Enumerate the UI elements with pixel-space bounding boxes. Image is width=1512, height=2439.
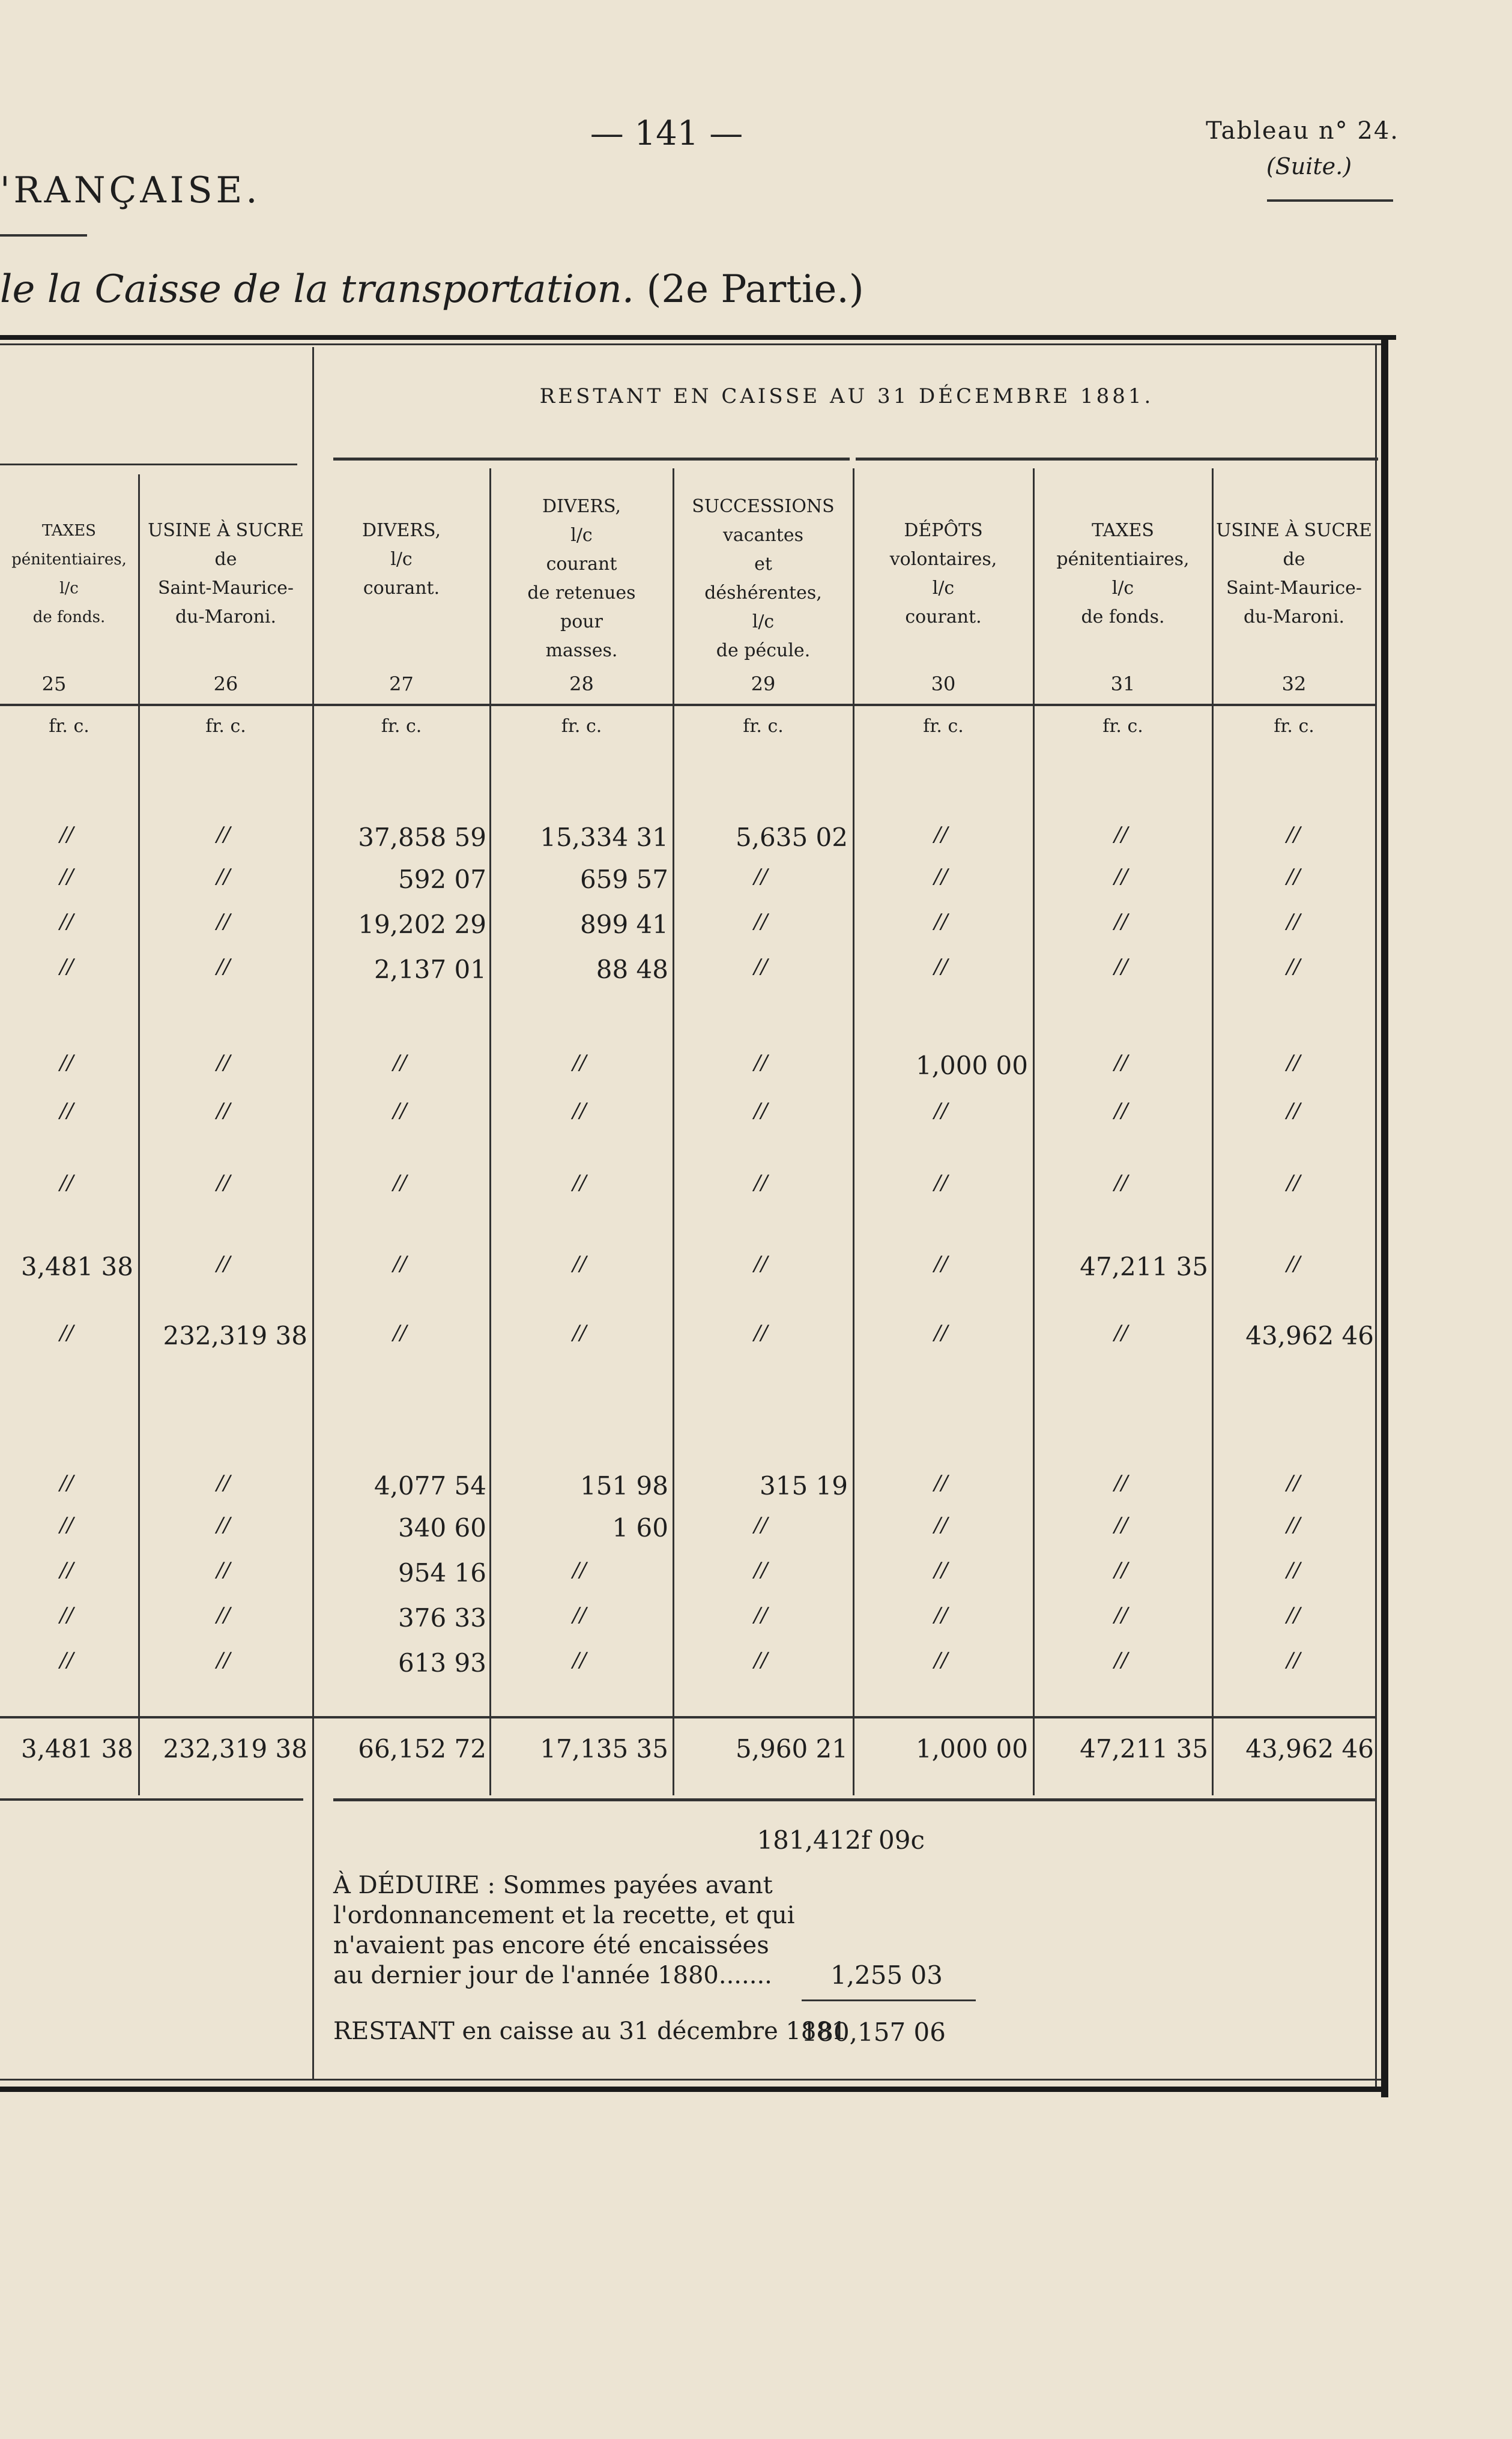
table-cell: 88 48 [596,955,668,984]
page-number: — 141 — [590,114,743,153]
table-cell: // [216,1603,231,1627]
table-cell: // [1286,1051,1301,1075]
table-cell: // [934,1171,948,1195]
total-cell: 1,000 00 [915,1734,1028,1764]
subtitle-prefix: le la Caisse de la transportation. [0,267,635,312]
col-number: 28 [569,672,594,695]
table-cell: // [754,1099,768,1123]
table-cell: // [1114,955,1128,979]
table-cell: // [216,865,231,889]
col-sep [1033,468,1035,1795]
total-cell: 5,960 21 [735,1734,848,1764]
col-header-27: DIVERS, l/c courant. [361,520,441,599]
table-cell: 340 60 [398,1513,486,1543]
table-cell: // [572,1648,587,1672]
table-cell: // [59,955,74,979]
table-cell: // [934,1321,948,1345]
col-number: 29 [751,672,776,695]
deduct-value: 1,255 03 [830,1960,943,1990]
table-cell: // [216,1648,231,1672]
table-top-rule [0,335,1396,340]
col-sep [312,347,314,2079]
table-cell: // [572,1558,587,1582]
total-cell: 66,152 72 [358,1734,486,1764]
table-cell: // [59,1051,74,1075]
table-cell: // [934,865,948,889]
deduct-label: À DÉDUIRE : Sommes payées avant l'ordonnancement et la recette, et qui n'avaient pas encore été encaissées au dernier jour de l'année 1880....... [333,1872,795,1989]
remaining-value: 180,157 06 [801,2017,946,2047]
table-cell: // [572,1051,587,1075]
table-cell: // [1114,865,1128,889]
table-cell: // [934,1099,948,1123]
table-cell: 5,635 02 [735,823,848,852]
table-cell: // [1286,1471,1301,1495]
table-cell: // [754,1603,768,1627]
table-cell: // [216,1513,231,1537]
table-cell: // [393,1252,407,1276]
section-title: RESTANT EN CAISSE AU 31 DÉCEMBRE 1881. [539,384,1154,408]
table-right-border [1381,335,1388,2097]
table-cell: 659 57 [580,865,668,894]
table-cell: // [934,1513,948,1537]
table-cell: // [754,1051,768,1075]
table-cell: 4,077 54 [373,1471,486,1501]
table-cell: // [572,1603,587,1627]
col-header-29: SUCCESSIONS vacantes et déshérentes, l/c de pécule. [692,496,835,661]
table-cell: // [754,1171,768,1195]
table-bottom-rule [0,2087,1388,2092]
col-header-31: TAXES pénitentiaires, l/c de fonds. [1056,520,1190,627]
table-cell: 232,319 38 [163,1321,307,1350]
col-number: 32 [1281,672,1307,695]
table-subtitle [0,267,864,312]
table-cell: // [216,1558,231,1582]
table-cell: // [754,1252,768,1276]
table-cell: // [1114,823,1128,847]
grand-total: 181,412f 09c [757,1825,925,1855]
table-cell: // [216,1099,231,1123]
table-cell: 899 41 [580,910,668,939]
table-cell: // [1114,1603,1128,1627]
totals-bottom-rule-right [333,1798,1375,1801]
table-cell: // [1114,910,1128,934]
header-bottom-rule [0,704,1375,706]
unit-label: fr. c. [381,716,422,737]
table-cell: // [393,1099,407,1123]
table-cell: // [393,1321,407,1345]
table-top-rule-thin [0,343,1387,345]
table-cell: 2,137 01 [373,955,486,984]
tableau-suite: (Suite.) [1266,153,1352,180]
table-cell: // [1286,1171,1301,1195]
table-cell: 19,202 29 [358,910,486,939]
table-cell: 613 93 [398,1648,486,1678]
page-section-title: 'RANÇAISE. [0,169,261,211]
table-cell: // [216,1171,231,1195]
table-cell: // [934,1471,948,1495]
table-cell: 376 33 [398,1603,486,1633]
table-cell: // [934,955,948,979]
table-bottom-rule-thin [0,2079,1381,2081]
table-cell: // [934,1603,948,1627]
table-cell: // [754,955,768,979]
table-cell: // [1114,1051,1128,1075]
table-cell: 43,962 46 [1245,1321,1374,1350]
table-cell: // [1114,1471,1128,1495]
table-cell: 47,211 35 [1080,1252,1208,1281]
col-number: 27 [389,672,414,695]
table-cell: // [216,955,231,979]
table-cell: // [393,1171,407,1195]
table-cell: // [1286,1252,1301,1276]
col-number: 26 [213,672,238,695]
unit-label: fr. c. [923,716,964,737]
col-header-28: DIVERS, l/c courant de retenues pour masses. [527,496,636,661]
table-cell: // [754,910,768,934]
table-cell: // [59,1321,74,1345]
table-cell: // [1286,823,1301,847]
table-cell: // [59,1171,74,1195]
table-cell: // [1286,1513,1301,1537]
col-header-25: TAXES pénitentiaires, l/c de fonds. [11,522,127,626]
table-cell: // [1114,1513,1128,1537]
col-header-26: USINE À SUCRE de Saint-Maurice- du-Maroni. [148,520,304,627]
table-cell: // [59,823,74,847]
table-cell: // [59,1648,74,1672]
table-cell: 151 98 [580,1471,668,1501]
header-rule-mid [333,458,850,461]
table-cell: // [59,1603,74,1627]
table-cell: 3,481 38 [20,1252,133,1281]
table-cell: // [59,1471,74,1495]
unit-label: fr. c. [743,716,784,737]
table-right-border-thin [1375,343,1377,2088]
table-cell: // [1286,1099,1301,1123]
table-cell: // [1286,865,1301,889]
unit-label: fr. c. [1102,716,1143,737]
table-cell: 315 19 [760,1471,848,1501]
header-rule-right [856,458,1378,461]
table-cell: 954 16 [398,1558,486,1588]
table-cell: // [754,1321,768,1345]
table-cell: // [1286,910,1301,934]
col-header-30: DÉPÔTS volontaires, l/c courant. [889,520,997,627]
table-cell: // [1114,1099,1128,1123]
table-cell: 1,000 00 [915,1051,1028,1080]
table-cell: // [754,1558,768,1582]
unit-label: fr. c. [561,716,602,737]
table-cell: // [59,1513,74,1537]
table-cell: // [1114,1171,1128,1195]
table-cell: // [1114,1558,1128,1582]
table-cell: // [934,823,948,847]
tableau-number: Tableau n° 24. [1206,117,1399,145]
title-rule [0,234,87,237]
totals-top-rule [0,1716,1375,1718]
col-sep [853,468,854,1795]
table-cell: // [754,1648,768,1672]
table-cell: // [59,865,74,889]
total-cell: 17,135 35 [540,1734,668,1764]
table-cell: // [1286,1648,1301,1672]
total-cell: 47,211 35 [1080,1734,1208,1764]
col-number: 30 [931,672,956,695]
total-cell: 3,481 38 [20,1734,133,1764]
table-cell: // [1114,1321,1128,1345]
table-cell: // [216,1051,231,1075]
table-cell: // [216,1252,231,1276]
table-cell: 15,334 31 [540,823,668,852]
remaining-rule [802,1999,976,2001]
col-number: 25 [41,672,67,695]
table-cell: // [572,1099,587,1123]
table-cell: // [754,865,768,889]
table-cell: // [59,1558,74,1582]
col-sep [489,468,491,1795]
total-cell: 232,319 38 [163,1734,307,1764]
table-cell: // [934,1252,948,1276]
table-cell: 592 07 [398,865,486,894]
table-cell: 1 60 [612,1513,668,1543]
table-cell: // [393,1051,407,1075]
table-cell: // [1114,1648,1128,1672]
col-header-32: USINE À SUCRE de Saint-Maurice- du-Maroni. [1216,520,1372,627]
suite-rule [1267,199,1393,202]
unit-label: fr. c. [49,716,89,737]
table-cell: // [216,1471,231,1495]
total-cell: 43,962 46 [1245,1734,1374,1764]
table-cell: // [59,1099,74,1123]
table-cell: // [572,1252,587,1276]
table-cell: // [1286,1603,1301,1627]
table-cell: // [59,910,74,934]
table-cell: // [934,1648,948,1672]
col-sep [1212,468,1214,1795]
table-cell: // [934,910,948,934]
col-sep [673,468,674,1795]
table-cell: // [754,1513,768,1537]
col-number: 31 [1110,672,1136,695]
totals-bottom-rule-left [0,1798,303,1801]
subtitle-suffix: (2e Partie.) [646,267,864,312]
table-cell: // [934,1558,948,1582]
table-cell: // [572,1321,587,1345]
table-cell: // [1286,1558,1301,1582]
header-rule-left [0,464,297,465]
unit-label: fr. c. [205,716,246,737]
table-cell: // [1286,955,1301,979]
table-cell: // [216,823,231,847]
unit-label: fr. c. [1274,716,1314,737]
table-cell: 37,858 59 [358,823,486,852]
remaining-label: RESTANT en caisse au 31 décembre 1881 [333,2017,847,2045]
table-cell: // [216,910,231,934]
table-cell: // [572,1171,587,1195]
